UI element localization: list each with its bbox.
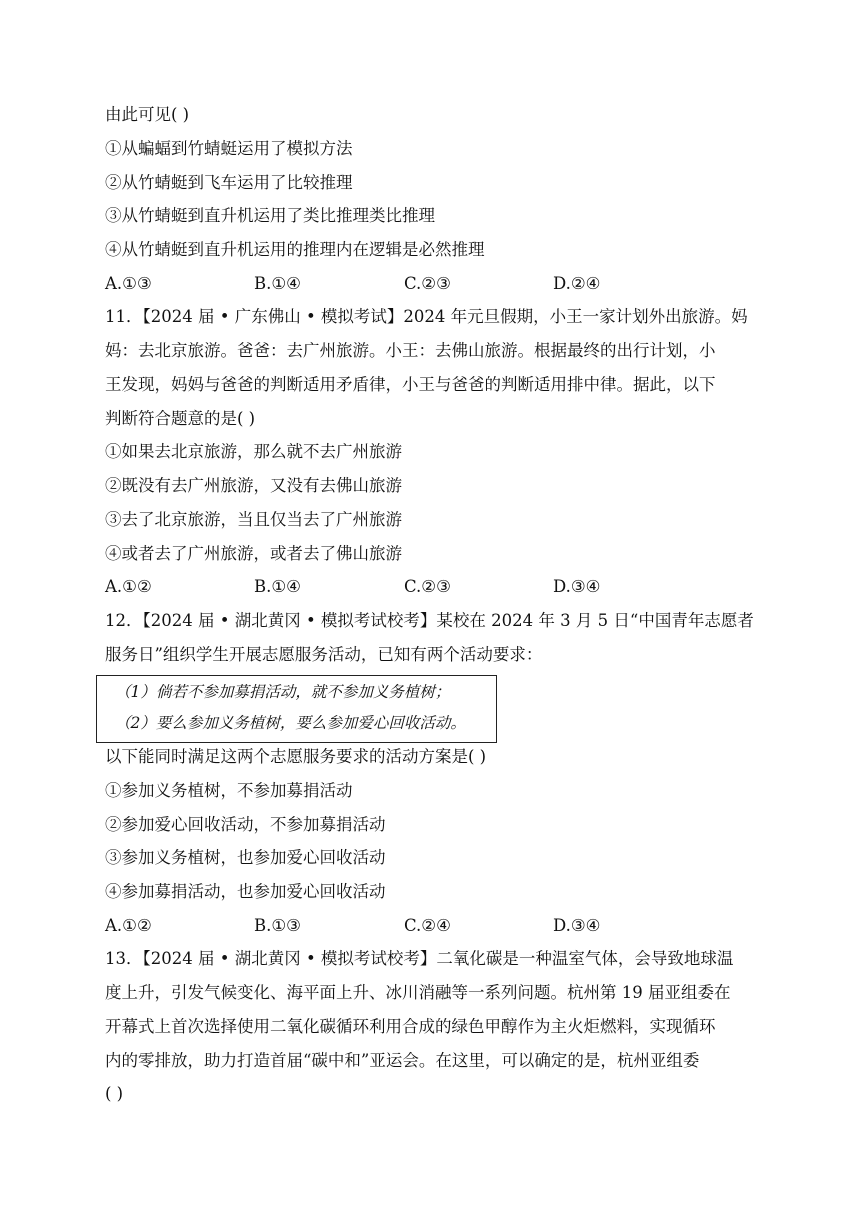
q10-item-3: ③从竹蜻蜓到直升机运用了类比推理类比推理 xyxy=(105,206,435,225)
q10-stem-tail: 由此可见( ) xyxy=(105,105,190,124)
q13-stem-line-5: ( ) xyxy=(105,1084,124,1103)
q12-stem-line-1: 12．【2024 届 • 湖北黄冈 • 模拟考试校考】某校在 2024 年 3 月 5 日“中国青年志愿者 xyxy=(105,611,754,630)
q13-stem-line-1: 13．【2024 届 • 湖北黄冈 • 模拟考试校考】二氧化碳是一种温室气体，会导致地球温 xyxy=(105,949,734,968)
q13-stem-line-4: 内的零排放，助力打造首届“碳中和”亚运会。在这里，可以确定的是，杭州亚组委 xyxy=(105,1051,700,1070)
q10-item-2: ②从竹蜻蜓到飞车运用了比较推理 xyxy=(105,173,353,192)
q10-option-a[interactable]: A.①③ xyxy=(105,274,152,293)
q11-stem-line-3: 王发现，妈妈与爸爸的判断适用矛盾律，小王与爸爸的判断适用排中律。据此，以下 xyxy=(105,375,716,394)
q11-stem-line-1: 11．【2024 届 • 广东佛山 • 模拟考试】2024 年元旦假期，小王一家计划外出旅游。妈 xyxy=(105,307,748,326)
q13-stem-line-3: 开幕式上首次选择使用二氧化碳循环利用合成的绿色甲醇作为主火炬燃料，实现循环 xyxy=(105,1017,716,1036)
q12-item-3: ③参加义务植树，也参加爱心回收活动 xyxy=(105,848,386,867)
q11-option-c[interactable]: C.②③ xyxy=(404,577,451,596)
q12-stem-line-2: 服务日”组织学生开展志愿服务活动，已知有两个活动要求： xyxy=(105,645,543,664)
q12-requirement-2: （2）要么参加义务植树，要么参加爱心回收活动。 xyxy=(115,714,466,732)
q11-item-2: ②既没有去广州旅游，又没有去佛山旅游 xyxy=(105,476,402,495)
q11-stem-line-2: 妈：去北京旅游。爸爸：去广州旅游。小王：去佛山旅游。根据最终的出行计划，小 xyxy=(105,341,716,360)
q10-option-b[interactable]: B.①④ xyxy=(254,274,301,293)
q11-item-4: ④或者去了广州旅游，或者去了佛山旅游 xyxy=(105,544,402,563)
q13-stem-line-2: 度上升，引发气候变化、海平面上升、冰川消融等一系列问题。杭州第 19 届亚组委在 xyxy=(105,983,731,1002)
q11-option-b[interactable]: B.①④ xyxy=(254,577,301,596)
q12-item-1: ①参加义务植树，不参加募捐活动 xyxy=(105,781,353,800)
q12-requirements-box xyxy=(96,675,497,743)
q10-option-d[interactable]: D.②④ xyxy=(553,274,601,293)
q10-option-c[interactable]: C.②③ xyxy=(404,274,451,293)
q11-item-3: ③去了北京旅游，当且仅当去了广州旅游 xyxy=(105,510,402,529)
q12-requirement-1: （1）倘若不参加募捐活动，就不参加义务植树； xyxy=(115,683,451,701)
q11-option-d[interactable]: D.③④ xyxy=(553,577,601,596)
q12-option-b[interactable]: B.①③ xyxy=(254,916,301,935)
q12-option-d[interactable]: D.③④ xyxy=(553,916,601,935)
q10-item-1: ①从蝙蝠到竹蜻蜓运用了模拟方法 xyxy=(105,139,353,158)
q12-option-c[interactable]: C.②④ xyxy=(404,916,451,935)
q12-question: 以下能同时满足这两个志愿服务要求的活动方案是( ) xyxy=(105,747,487,766)
q11-item-1: ①如果去北京旅游，那么就不去广州旅游 xyxy=(105,442,402,461)
q10-item-4: ④从竹蜻蜓到直升机运用的推理内在逻辑是必然推理 xyxy=(105,240,485,259)
q11-stem-line-4: 判断符合题意的是( ) xyxy=(105,409,256,428)
q12-item-4: ④参加募捐活动，也参加爱心回收活动 xyxy=(105,882,386,901)
q11-option-a[interactable]: A.①② xyxy=(105,577,152,596)
q12-option-a[interactable]: A.①② xyxy=(105,916,152,935)
q12-item-2: ②参加爱心回收活动，不参加募捐活动 xyxy=(105,815,386,834)
